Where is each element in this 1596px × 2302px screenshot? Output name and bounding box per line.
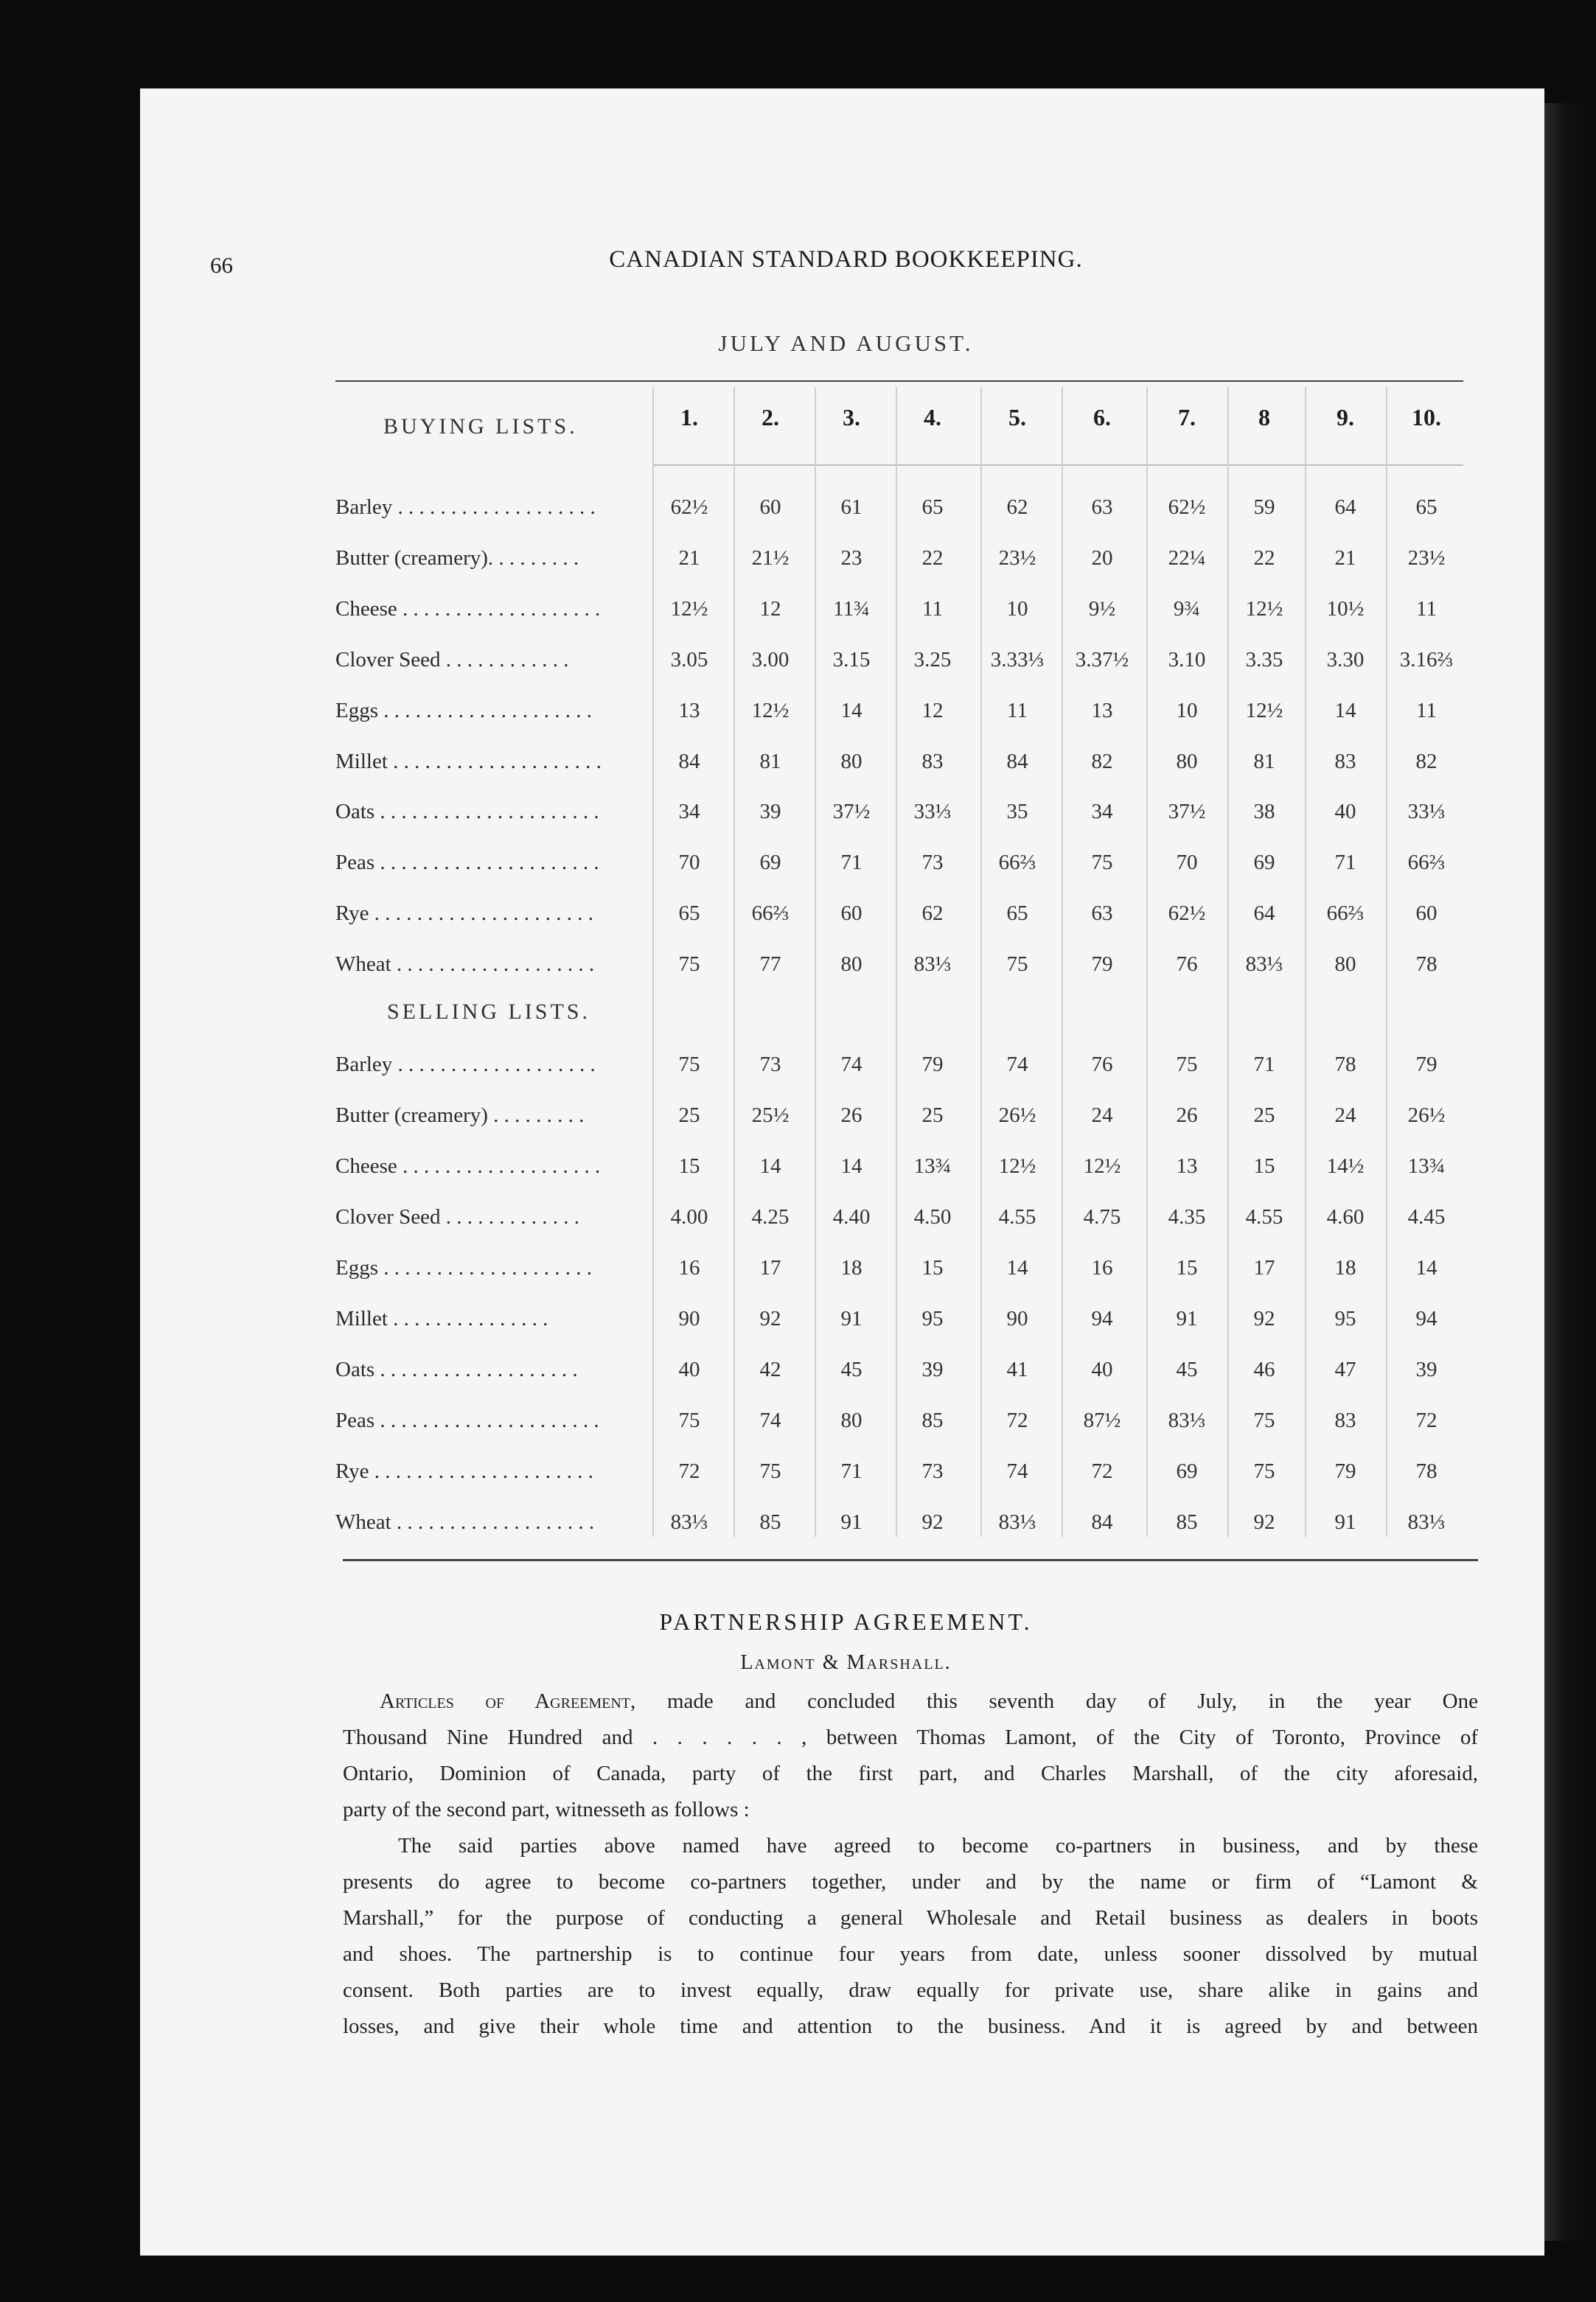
paragraph-line: losses, and give their whole time and attention to the business. And it is agreed by and between xyxy=(343,2015,1478,2038)
table-cell: 3.15 xyxy=(832,647,871,672)
table-cell: 75 xyxy=(1006,952,1028,977)
table-cell: 71 xyxy=(1334,851,1356,875)
column-header: 5. xyxy=(1008,404,1026,430)
row-label: Rye . . . . . . . . . . . . . . . . . . . . . xyxy=(335,901,594,926)
table-cell: 62 xyxy=(1006,495,1028,519)
table-cell: 4.25 xyxy=(751,1205,790,1229)
table-cell: 3.10 xyxy=(1168,647,1206,672)
table-cell: 18 xyxy=(840,1256,863,1280)
table-cell: 81 xyxy=(759,749,781,773)
table-cell: 83 xyxy=(1334,1409,1356,1432)
table-cell: 78 xyxy=(1415,952,1438,977)
table-cell: 81 xyxy=(1253,749,1275,773)
column-header: 10. xyxy=(1412,404,1441,430)
running-head: CANADIAN STANDARD BOOKKEEPING. xyxy=(609,246,1083,273)
table-cell: 23½ xyxy=(998,545,1036,570)
table-cell: 84 xyxy=(1006,749,1028,773)
table-cell: 41 xyxy=(1006,1358,1028,1381)
table-cell: 22 xyxy=(921,545,944,570)
table-cell: 92 xyxy=(1253,1510,1275,1534)
table-cell: 35 xyxy=(1006,800,1028,824)
table-cell: 3.00 xyxy=(751,647,790,672)
row-label: Barley . . . . . . . . . . . . . . . . . . . xyxy=(335,495,596,519)
table-cell: 34 xyxy=(678,800,700,824)
line-text: made and concluded this seventh day of July, in the year One xyxy=(667,1689,1478,1713)
table-cell: 79 xyxy=(1334,1459,1356,1483)
row-label: Cheese . . . . . . . . . . . . . . . . . . . xyxy=(335,1154,601,1178)
table-cell: 83⅓ xyxy=(670,1510,708,1534)
paragraph-line: consent. Both parties are to invest equally, draw equally for private use, share alike in gains and xyxy=(343,1978,1478,2002)
table-cell: 21 xyxy=(1334,545,1356,570)
table-cell: 9½ xyxy=(1088,596,1116,621)
table-cell: 64 xyxy=(1253,901,1275,926)
facing-page-edge xyxy=(1544,103,1596,2241)
table-cell: 84 xyxy=(1091,1510,1113,1534)
table-cell: 73 xyxy=(921,851,944,875)
table-cell: 25 xyxy=(921,1103,944,1127)
table-cell: 91 xyxy=(840,1510,863,1534)
table-cell: 12 xyxy=(759,596,781,621)
table-cell: 91 xyxy=(1334,1510,1356,1534)
table-cell: 64 xyxy=(1334,495,1356,519)
table-cell: 85 xyxy=(759,1510,781,1534)
table-cell: 65 xyxy=(921,495,944,519)
table-cell: 34 xyxy=(1091,800,1113,824)
agreement-paragraph-2 xyxy=(343,1828,1478,2045)
table-cell: 4.55 xyxy=(998,1205,1036,1229)
table-cell: 4.00 xyxy=(670,1205,708,1229)
table-cell: 59 xyxy=(1253,495,1275,519)
table-cell: 74 xyxy=(1006,1053,1028,1076)
column-header: 3. xyxy=(843,404,860,430)
table-cell: 15 xyxy=(921,1256,944,1280)
table-cell: 83⅓ xyxy=(1407,1510,1446,1534)
table-cell: 73 xyxy=(759,1053,781,1076)
row-label: Clover Seed . . . . . . . . . . . . xyxy=(335,647,569,672)
table-cell: 39 xyxy=(759,800,781,824)
table-cell: 75 xyxy=(1253,1409,1275,1432)
table-cell: 62 xyxy=(921,901,944,926)
table-cell: 13 xyxy=(1176,1154,1198,1178)
table-cell: 75 xyxy=(1176,1053,1198,1076)
table-cell: 3.25 xyxy=(913,647,952,672)
table-cell: 80 xyxy=(1334,952,1356,977)
row-label: Eggs . . . . . . . . . . . . . . . . . . . . xyxy=(335,698,592,722)
row-label: Peas . . . . . . . . . . . . . . . . . . . . . xyxy=(335,851,599,875)
table-cell: 78 xyxy=(1334,1053,1356,1076)
table-cell: 69 xyxy=(759,851,781,875)
table-cell: 15 xyxy=(1253,1154,1275,1178)
table-cell: 61 xyxy=(840,495,863,519)
row-label: Peas . . . . . . . . . . . . . . . . . . . . . xyxy=(335,1409,599,1432)
table-cell: 4.55 xyxy=(1245,1205,1283,1229)
table-cell: 76 xyxy=(1176,952,1198,977)
table-cell: 40 xyxy=(678,1358,700,1381)
table-cell: 39 xyxy=(921,1358,944,1381)
table-cell: 76 xyxy=(1091,1053,1113,1076)
table-cell: 37½ xyxy=(832,800,871,824)
paragraph-line: Marshall,” for the purpose of conducting a general Wholesale and Retail business as dealers in boots xyxy=(343,1906,1478,1930)
table-cell: 83 xyxy=(921,749,944,773)
table-cell: 78 xyxy=(1415,1459,1438,1483)
column-header: 2. xyxy=(762,404,779,430)
table-cell: 33⅓ xyxy=(1407,800,1446,824)
table-cell: 17 xyxy=(759,1256,781,1280)
agreement-subtitle: Lamont & Marshall. xyxy=(740,1651,952,1674)
table-cell: 72 xyxy=(1415,1409,1438,1432)
table-cell: 14 xyxy=(1006,1256,1028,1280)
lead-words: Articles of Agreement, xyxy=(380,1689,636,1713)
table-cell: 91 xyxy=(840,1307,863,1330)
row-label: Oats . . . . . . . . . . . . . . . . . . . . . xyxy=(335,800,599,824)
table-cell: 3.37½ xyxy=(1075,647,1129,672)
table-cell: 84 xyxy=(678,749,700,773)
table-cell: 4.75 xyxy=(1083,1205,1121,1229)
table-cell: 74 xyxy=(840,1053,863,1076)
table-cell: 71 xyxy=(1253,1053,1275,1076)
table-cell: 65 xyxy=(1415,495,1438,519)
table-cell: 13¾ xyxy=(913,1154,952,1178)
table-cell: 69 xyxy=(1176,1459,1198,1483)
column-header: 9. xyxy=(1337,404,1354,430)
row-label: Wheat . . . . . . . . . . . . . . . . . . . xyxy=(335,952,595,977)
table-cell: 60 xyxy=(840,901,863,926)
table-cell: 10½ xyxy=(1326,596,1365,621)
table-cell: 22¼ xyxy=(1168,545,1206,570)
table-cell: 26½ xyxy=(998,1103,1036,1127)
column-header: 7. xyxy=(1178,404,1196,430)
table-cell: 12 xyxy=(921,698,944,722)
table-cell: 63 xyxy=(1091,901,1113,926)
table-bottom-rule xyxy=(343,1559,1478,1561)
paragraph-line: The said parties above named have agreed to become co-partners in business, and by these xyxy=(398,1834,1478,1858)
table-cell: 15 xyxy=(1176,1256,1198,1280)
table-cell: 83 xyxy=(1334,749,1356,773)
table-cell: 24 xyxy=(1091,1103,1113,1127)
table-cell: 37½ xyxy=(1168,800,1206,824)
table-cell: 3.33⅓ xyxy=(990,647,1045,672)
table-cell: 47 xyxy=(1334,1358,1356,1381)
table-cell: 74 xyxy=(759,1409,781,1432)
paragraph-line: Ontario, Dominion of Canada, party of the first part, and Charles Marshall, of the city aforesaid, xyxy=(343,1762,1478,1785)
column-header: 6. xyxy=(1093,404,1111,430)
table-cell: 4.60 xyxy=(1326,1205,1365,1229)
table-cell: 18 xyxy=(1334,1256,1356,1280)
header-bottom-rule xyxy=(652,464,1463,466)
table-cell: 3.35 xyxy=(1245,647,1283,672)
table-cell: 79 xyxy=(921,1053,944,1076)
table-cell: 10 xyxy=(1176,698,1198,722)
table-cell: 75 xyxy=(678,1409,700,1432)
table-cell: 94 xyxy=(1415,1307,1438,1330)
table-cell: 83⅓ xyxy=(913,952,952,977)
row-label: Rye . . . . . . . . . . . . . . . . . . . . . xyxy=(335,1459,594,1483)
table-cell: 62½ xyxy=(1168,495,1206,519)
row-label: Millet . . . . . . . . . . . . . . . . . . . . xyxy=(335,749,602,773)
row-label: Eggs . . . . . . . . . . . . . . . . . . . . xyxy=(335,1256,592,1280)
table-cell: 71 xyxy=(840,1459,863,1483)
table-cell: 4.45 xyxy=(1407,1205,1446,1229)
table-cell: 69 xyxy=(1253,851,1275,875)
table-cell: 24 xyxy=(1334,1103,1356,1127)
selling-lists-heading: SELLING LISTS. xyxy=(387,1000,590,1024)
table-cell: 95 xyxy=(1334,1307,1356,1330)
table-cell: 94 xyxy=(1091,1307,1113,1330)
table-cell: 92 xyxy=(1253,1307,1275,1330)
table-cell: 80 xyxy=(1176,749,1198,773)
table-cell: 85 xyxy=(1176,1510,1198,1534)
table-cell: 3.16⅔ xyxy=(1399,647,1454,672)
row-label: Butter (creamery). . . . . . . . . xyxy=(335,545,579,570)
table-cell: 65 xyxy=(678,901,700,926)
table-cell: 45 xyxy=(840,1358,863,1381)
table-cell: 80 xyxy=(840,1409,863,1432)
agreement-paragraph-1 xyxy=(343,1684,1478,1828)
table-cell: 79 xyxy=(1415,1053,1438,1076)
table-cell: 26 xyxy=(840,1103,863,1127)
row-label: Oats . . . . . . . . . . . . . . . . . . . xyxy=(335,1358,578,1381)
table-cell: 66⅔ xyxy=(1326,901,1365,926)
table-top-rule xyxy=(335,380,1463,382)
table-cell: 92 xyxy=(759,1307,781,1330)
table-cell: 40 xyxy=(1091,1358,1113,1381)
table-cell: 70 xyxy=(1176,851,1198,875)
table-cell: 75 xyxy=(1253,1459,1275,1483)
table-cell: 66⅔ xyxy=(998,851,1036,875)
row-label: Clover Seed . . . . . . . . . . . . . xyxy=(335,1205,580,1229)
table-cell: 87½ xyxy=(1083,1409,1121,1432)
table-cell: 75 xyxy=(678,1053,700,1076)
table-cell: 66⅔ xyxy=(1407,851,1446,875)
table-cell: 75 xyxy=(678,952,700,977)
table-cell: 65 xyxy=(1006,901,1028,926)
table-cell: 79 xyxy=(1091,952,1113,977)
table-cell: 73 xyxy=(921,1459,944,1483)
table-cell: 83⅓ xyxy=(1245,952,1283,977)
table-cell: 60 xyxy=(759,495,781,519)
table-cell: 83⅓ xyxy=(1168,1409,1206,1432)
table-cell: 13 xyxy=(1091,698,1113,722)
paragraph-line-last: party of the second part, witnesseth as follows : xyxy=(343,1798,750,1821)
table-cell: 63 xyxy=(1091,495,1113,519)
table-cell: 12½ xyxy=(751,698,790,722)
table-cell: 46 xyxy=(1253,1358,1275,1381)
table-cell: 66⅔ xyxy=(751,901,790,926)
row-label: Cheese . . . . . . . . . . . . . . . . . . . xyxy=(335,596,601,621)
table-cell: 45 xyxy=(1176,1358,1198,1381)
paragraph-line: and shoes. The partnership is to continue four years from date, unless sooner dissolved by mutual xyxy=(343,1942,1478,1966)
buying-lists-heading: BUYING LISTS. xyxy=(383,414,578,439)
period-title: JULY AND AUGUST. xyxy=(718,330,974,356)
row-label: Barley . . . . . . . . . . . . . . . . . . . xyxy=(335,1053,596,1076)
table-cell: 23 xyxy=(840,545,863,570)
table-cell: 14 xyxy=(840,698,863,722)
agreement-title: PARTNERSHIP AGREEMENT. xyxy=(659,1608,1033,1635)
table-cell: 13¾ xyxy=(1407,1154,1446,1178)
table-cell: 25½ xyxy=(751,1103,790,1127)
table-cell: 77 xyxy=(759,952,781,977)
table-cell: 3.30 xyxy=(1326,647,1365,672)
table-cell: 11 xyxy=(1416,596,1437,621)
table-cell: 33⅓ xyxy=(913,800,952,824)
table-cell: 12½ xyxy=(998,1154,1036,1178)
table-cell: 92 xyxy=(921,1510,944,1534)
table-cell: 21 xyxy=(678,545,700,570)
table-cell: 23½ xyxy=(1407,545,1446,570)
row-label: Butter (creamery) . . . . . . . . . xyxy=(335,1103,585,1127)
page-number: 66 xyxy=(210,252,233,278)
table-cell: 13 xyxy=(678,698,700,722)
table-cell: 25 xyxy=(1253,1103,1275,1127)
table-cell: 75 xyxy=(759,1459,781,1483)
table-cell: 12½ xyxy=(1245,596,1283,621)
table-cell: 60 xyxy=(1415,901,1438,926)
table-cell: 26½ xyxy=(1407,1103,1446,1127)
table-cell: 14 xyxy=(840,1154,863,1178)
table-cell: 4.50 xyxy=(913,1205,952,1229)
row-label: Millet . . . . . . . . . . . . . . . xyxy=(335,1307,548,1330)
table-cell: 12½ xyxy=(670,596,708,621)
table-cell: 25 xyxy=(678,1103,700,1127)
row-label: Wheat . . . . . . . . . . . . . . . . . . . xyxy=(335,1510,595,1534)
table-cell: 72 xyxy=(1091,1459,1113,1483)
paragraph-line: presents do agree to become co-partners together, under and by the name or firm of “Lamont & xyxy=(343,1870,1478,1894)
table-cell: 90 xyxy=(678,1307,700,1330)
table-cell: 16 xyxy=(678,1256,700,1280)
paragraph-line: Thousand Nine Hundred and . . . . . . , between Thomas Lamont, of the City of Toronto, Province of xyxy=(343,1726,1478,1749)
table-cell: 15 xyxy=(678,1154,700,1178)
table-cell: 4.40 xyxy=(832,1205,871,1229)
table-cell: 22 xyxy=(1253,545,1275,570)
table-cell: 26 xyxy=(1176,1103,1198,1127)
table-cell: 90 xyxy=(1006,1307,1028,1330)
table-cell: 12½ xyxy=(1083,1154,1121,1178)
table-cell: 62½ xyxy=(1168,901,1206,926)
table-cell: 62½ xyxy=(670,495,708,519)
table-cell: 72 xyxy=(678,1459,700,1483)
table-cell: 14 xyxy=(1415,1256,1438,1280)
table-cell: 11¾ xyxy=(833,596,870,621)
table-cell: 71 xyxy=(840,851,863,875)
table-cell: 72 xyxy=(1006,1409,1028,1432)
table-cell: 42 xyxy=(759,1358,781,1381)
table-cell: 4.35 xyxy=(1168,1205,1206,1229)
table-cell: 11 xyxy=(1007,698,1028,722)
table-cell: 85 xyxy=(921,1409,944,1432)
table-cell: 83⅓ xyxy=(998,1510,1036,1534)
paragraph-line xyxy=(343,1684,1478,1720)
table-cell: 91 xyxy=(1176,1307,1198,1330)
table-cell: 80 xyxy=(840,749,863,773)
table-cell: 10 xyxy=(1006,596,1028,621)
table-cell: 16 xyxy=(1091,1256,1113,1280)
column-header: 1. xyxy=(680,404,698,430)
column-header: 4. xyxy=(924,404,941,430)
table-cell: 11 xyxy=(922,596,943,621)
table-cell: 80 xyxy=(840,952,863,977)
table-cell: 39 xyxy=(1415,1358,1438,1381)
table-cell: 14 xyxy=(759,1154,781,1178)
table-cell: 74 xyxy=(1006,1459,1028,1483)
table-cell: 14½ xyxy=(1326,1154,1365,1178)
table-cell: 14 xyxy=(1334,698,1356,722)
table-cell: 40 xyxy=(1334,800,1356,824)
table-cell: 38 xyxy=(1253,800,1275,824)
table-cell: 17 xyxy=(1253,1256,1275,1280)
table-cell: 3.05 xyxy=(670,647,708,672)
table-cell: 11 xyxy=(1416,698,1437,722)
table-cell: 12½ xyxy=(1245,698,1283,722)
table-cell: 82 xyxy=(1415,749,1438,773)
table-cell: 82 xyxy=(1091,749,1113,773)
column-header: 8 xyxy=(1258,404,1270,430)
table-cell: 95 xyxy=(921,1307,944,1330)
table-cell: 21½ xyxy=(751,545,790,570)
table-cell: 20 xyxy=(1091,545,1113,570)
table-cell: 9¾ xyxy=(1173,596,1201,621)
table-cell: 70 xyxy=(678,851,700,875)
table-cell: 75 xyxy=(1091,851,1113,875)
